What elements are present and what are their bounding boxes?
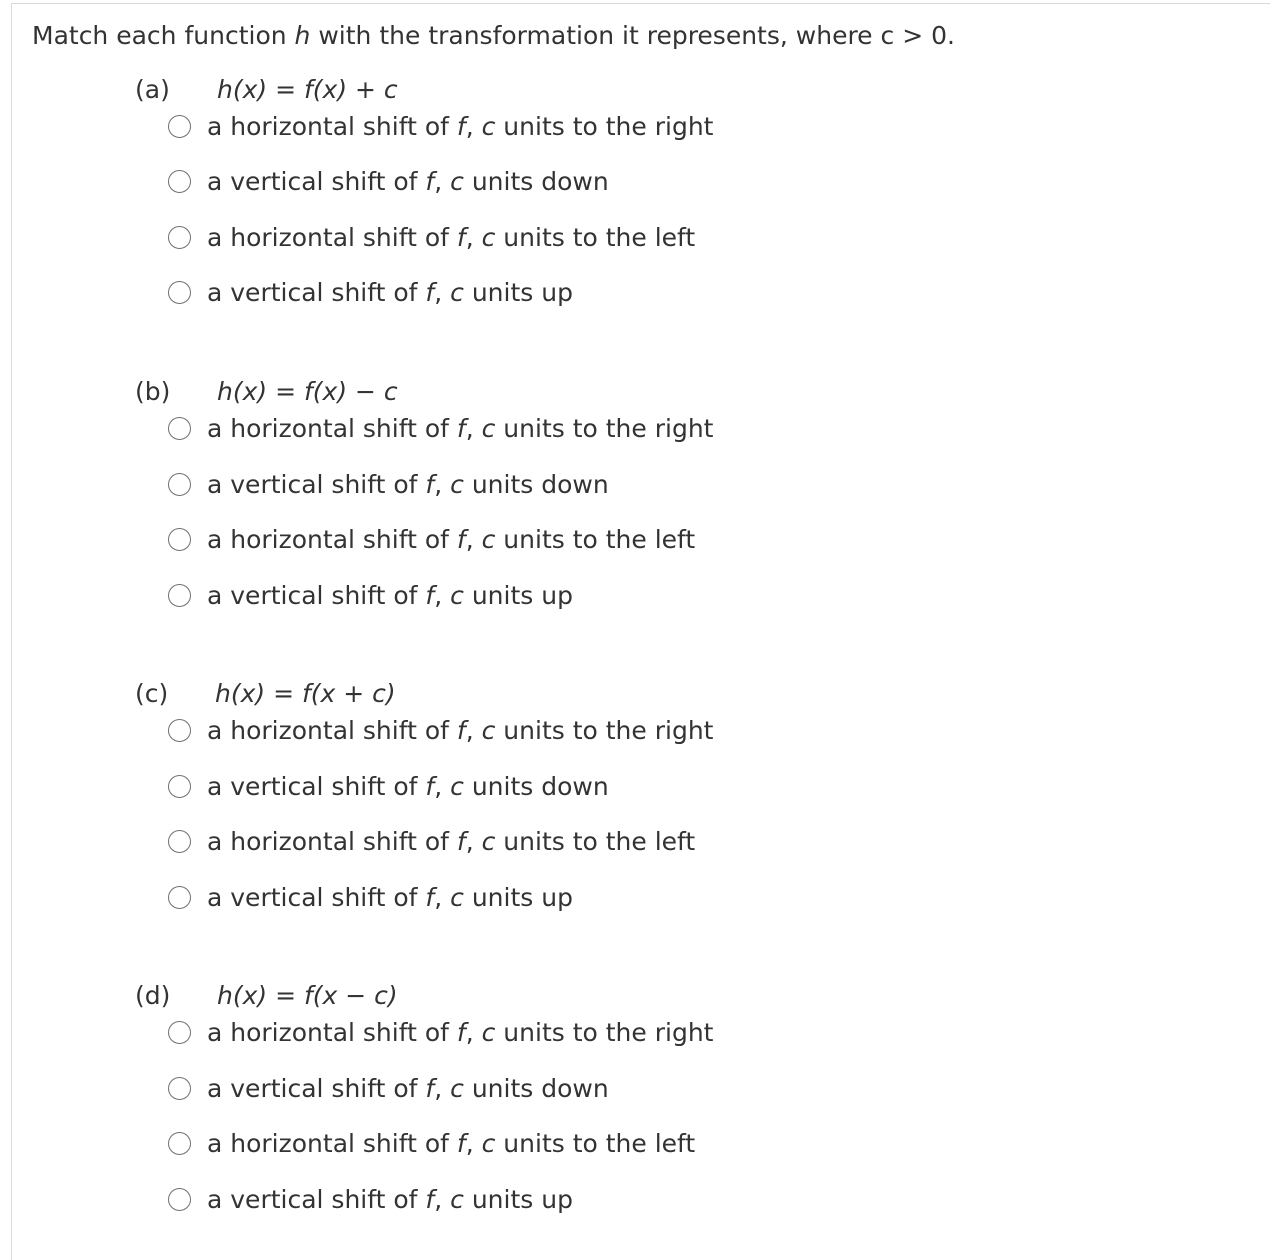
option-label: a horizontal shift of f, c units to the right [207,716,714,745]
part-header [135,976,1035,1016]
radio-button[interactable] [168,830,191,853]
option-label: a horizontal shift of f, c units to the right [207,1018,714,1047]
option-label: a horizontal shift of f, c units to the right [207,111,714,141]
radio-button[interactable] [168,115,191,138]
option-horizontal-left[interactable] [135,1127,1035,1183]
option-label: a vertical shift of f, c units down [207,167,609,197]
radio-button[interactable] [168,528,191,551]
option-label: a horizontal shift of f, c units to the left [207,827,696,857]
option-label: a vertical shift of f, c units down [207,1073,609,1103]
radio-button[interactable] [168,281,191,304]
radio-button[interactable] [168,584,191,607]
option-label: a vertical shift of f, c units down [207,469,609,499]
radio-button[interactable] [168,775,191,798]
option-label: a vertical shift of f, c units up [207,1184,573,1214]
prompt-var-h: h [294,21,311,50]
option-vertical-down[interactable] [135,1072,1035,1128]
part-formula: h(x) = f(x) + c [217,75,398,104]
option-vertical-down[interactable] [135,468,1035,524]
part-a [135,70,1035,332]
option-horizontal-left[interactable] [135,825,1035,881]
option-horizontal-right[interactable] [135,1016,1035,1072]
part-d [135,976,1035,1238]
option-horizontal-right[interactable] [135,110,1035,166]
part-letter: (d) [135,981,171,1010]
part-letter: (a) [135,75,170,104]
option-horizontal-right[interactable] [135,714,1035,770]
option-label: a horizontal shift of f, c units to the right [207,414,714,443]
option-vertical-up[interactable] [135,1183,1035,1239]
part-b [135,372,1035,634]
part-formula: h(x) = f(x + c) [215,679,396,708]
option-label: a vertical shift of f, c units up [207,278,573,308]
option-horizontal-left[interactable] [135,221,1035,277]
radio-button[interactable] [168,1132,191,1155]
part-letter: (c) [135,679,169,708]
radio-button[interactable] [168,170,191,193]
option-vertical-up[interactable] [135,881,1035,937]
option-label: a vertical shift of f, c units down [207,771,609,801]
option-label: a horizontal shift of f, c units to the left [207,525,696,555]
radio-button[interactable] [168,1021,191,1044]
prompt-text: Match each function [32,21,295,50]
option-vertical-up[interactable] [135,276,1035,332]
prompt-condition: c > 0. [880,21,955,50]
option-label: a horizontal shift of f, c units to the left [207,1129,696,1159]
radio-button[interactable] [168,226,191,249]
option-label: a vertical shift of f, c units up [207,882,573,912]
option-label: a horizontal shift of f, c units to the left [207,222,696,252]
part-formula: h(x) = f(x) − c [217,377,398,406]
part-header [135,674,1035,714]
radio-button[interactable] [168,1188,191,1211]
part-header [135,70,1035,110]
question-prompt [32,19,955,53]
part-letter: (b) [135,377,171,406]
part-header [135,372,1035,412]
radio-button[interactable] [168,1077,191,1100]
radio-button[interactable] [168,886,191,909]
option-vertical-down[interactable] [135,165,1035,221]
option-vertical-up[interactable] [135,579,1035,635]
option-label: a vertical shift of f, c units up [207,580,573,610]
option-vertical-down[interactable] [135,770,1035,826]
part-formula: h(x) = f(x − c) [217,981,398,1010]
part-c [135,674,1035,936]
radio-button[interactable] [168,719,191,742]
radio-button[interactable] [168,473,191,496]
prompt-text: with the transformation it represents, where [310,21,881,50]
option-horizontal-left[interactable] [135,523,1035,579]
radio-button[interactable] [168,417,191,440]
option-horizontal-right[interactable] [135,412,1035,468]
